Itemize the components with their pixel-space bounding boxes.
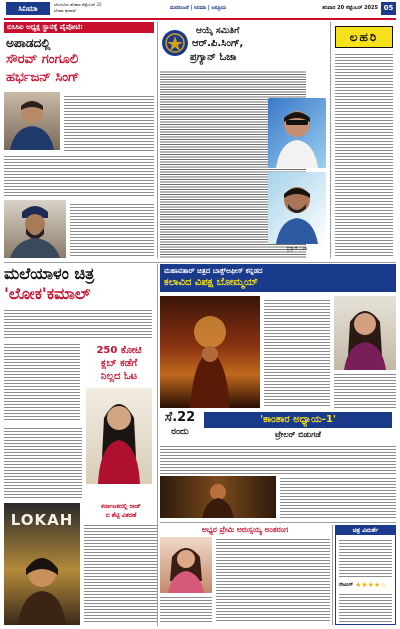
cricket-body-3 xyxy=(70,202,154,258)
akshata-headline: ಅಭ್ಯರ ಪ್ರೇಮಿ ಅರುಸ್ಸಯ್ಯ ಅಂತರಂಗ xyxy=(201,525,289,534)
callout-line-2: ಕ್ಲಬ್ ಕಡೆಗೆ xyxy=(100,358,138,369)
cricket-body-2 xyxy=(4,154,154,198)
karnataka-headline-2: ಬಿ ಶೆಟ್ಟಿ ವಿತರಣೆ xyxy=(105,512,137,519)
review-star-icons: ★★★★☆ xyxy=(355,581,387,589)
kantara-subtitle: ಟ್ರೇಲರ್ ಬಿಡುಗಡೆ xyxy=(275,430,321,439)
cricket-headline-1: ಅಪಾಡದಲ್ಲಿ xyxy=(6,36,51,50)
malayalam-body-3 xyxy=(4,426,82,500)
malayalam-callout xyxy=(84,344,154,384)
review-body-2 xyxy=(339,592,392,622)
masthead-logo: ಸಿನಿಮಾ xyxy=(6,2,50,15)
kantara-title-bar xyxy=(204,412,392,428)
cricket-headline-3: ಹರ್ಭಜನ್ ಸಿಂಗ್ xyxy=(6,70,80,85)
malayalam-body-2 xyxy=(4,342,80,422)
rp-singh-photo xyxy=(268,98,326,168)
lahari-title: ಲಹರಿ xyxy=(349,30,379,44)
mahavatar-body-1 xyxy=(264,298,330,408)
lahari-section xyxy=(333,22,396,258)
review-box xyxy=(335,525,396,625)
akshata-body-1 xyxy=(216,537,330,623)
mahavatar-headline-bar xyxy=(160,264,396,292)
masthead-tagline-line2: ಸಿನಿಮಾ ಪುರವಣಿ xyxy=(54,8,76,13)
malayalam-headline-1: ಮಲೆಯಾಳಂ ಚಿತ್ರ xyxy=(4,264,95,283)
masthead-rule xyxy=(4,18,396,20)
selection-headline-3: ಪ್ರಗ್ಯಾನ್ ಓಜಾ xyxy=(190,52,237,63)
selection-headline-2: ಆರ್.ಪಿ.ಸಿಂಗ್, xyxy=(192,38,244,49)
cricket-body-1 xyxy=(64,94,154,152)
malayalam-story xyxy=(4,264,154,500)
kantara-story xyxy=(160,410,396,474)
review-body xyxy=(339,538,392,578)
column-divider xyxy=(157,22,158,258)
kantara-still-1 xyxy=(160,476,276,518)
masthead-tagline xyxy=(54,2,154,16)
malayalam-body-1 xyxy=(4,308,152,338)
cricket-headline-2: ಸೌರವ್ ಗಂಗೂಲಿ xyxy=(6,52,79,67)
karnataka-story xyxy=(84,503,158,625)
harbhajan-photo xyxy=(4,200,66,258)
kantara-date-value: ಸೆ.22 xyxy=(164,410,196,425)
karnataka-body xyxy=(84,523,158,623)
mahavatar-headline-2: ಕಲಾವಿದ ವಿಪಕ್ಷ ಬೋಮ್ಮಯ್ xyxy=(164,277,258,288)
horizontal-divider xyxy=(160,522,396,523)
review-rating-label: ರೇಟಿಂಗ್ xyxy=(339,582,354,588)
horizontal-divider xyxy=(4,262,396,263)
lahari-title-box xyxy=(335,26,393,48)
column-divider xyxy=(332,525,333,625)
review-title: ಚಿತ್ರ ವಿಮರ್ಶೆ xyxy=(336,526,395,535)
kantara-date-sub: ರಂದು xyxy=(171,427,189,437)
ojha-photo xyxy=(268,172,326,244)
lokah-poster-title: LOKAH xyxy=(10,511,74,529)
mahavatar-headline-1: ಮಹಾವತಾರ್ ಚಿತ್ರದ ಬಾಕ್ಸ್‌ಆಫೀಸ್ ಕನ್ನಡದ xyxy=(164,267,263,275)
section-label: ಮನರಂಜನೆ | ಸಿನಿಮಾ | ಜನಪ್ರಿಯ xyxy=(170,5,227,11)
kantara-body-2 xyxy=(280,476,396,518)
akshata-photo xyxy=(160,537,212,593)
malayalam-headline-2: 'ಲೋಕ'ಕಮಾಲ್ xyxy=(4,284,91,303)
masthead-tagline-line1: ಬೆಂಗಳೂರು ಶನಿವಾರ ಸೆಪ್ಟೆಂಬರ್ 20 xyxy=(54,2,102,7)
selection-headline-1: ಆಯ್ಕೆ ಸಮಿತಿಗೆ xyxy=(196,26,240,36)
kantara-date xyxy=(160,410,200,442)
callout-line-1: 250 ಕೋಟಿ xyxy=(96,345,142,356)
bcci-logo xyxy=(160,28,190,58)
cricket-kicker: ಬಿಸಿಸಿಐ ಅಧ್ಯಕ್ಷ ಸ್ಥಾನಕ್ಕೆ ಪೈಪೋಟಿ: xyxy=(4,22,154,33)
kantara-body xyxy=(160,444,396,474)
karnataka-headline-1: ಕರ್ನಾಟಕದಲ್ಲಿ ರಾಜ್ xyxy=(101,503,141,510)
mahavatar-poster xyxy=(160,296,260,408)
akshata-story xyxy=(160,525,330,625)
column-divider xyxy=(157,264,158,626)
mahavatar-body-2 xyxy=(334,372,396,408)
akshata-body-2 xyxy=(160,595,212,623)
column-divider xyxy=(330,22,331,258)
actress-portrait xyxy=(334,296,396,370)
masthead xyxy=(0,0,400,18)
actress-photo xyxy=(86,388,152,484)
cricket-story xyxy=(4,22,154,258)
ojha-caption: ಪ್ರಗ್ಯಾನ್ ಓಜಾ xyxy=(286,247,308,252)
page-number: 05 xyxy=(381,2,396,15)
callout-line-3: ನಿಲ್ಲದ ಓಟ xyxy=(100,371,138,382)
lokah-poster xyxy=(4,503,80,625)
ganguly-photo xyxy=(4,92,60,150)
lahari-body xyxy=(335,52,393,256)
issue-date: ಶನಿವಾರ 20 ಸೆಪ್ಟೆಂಬರ್ 2025 xyxy=(322,5,378,11)
kantara-title: 'ಕಾಂತಾರ ಅಧ್ಯಾಯ-1' xyxy=(260,414,336,425)
